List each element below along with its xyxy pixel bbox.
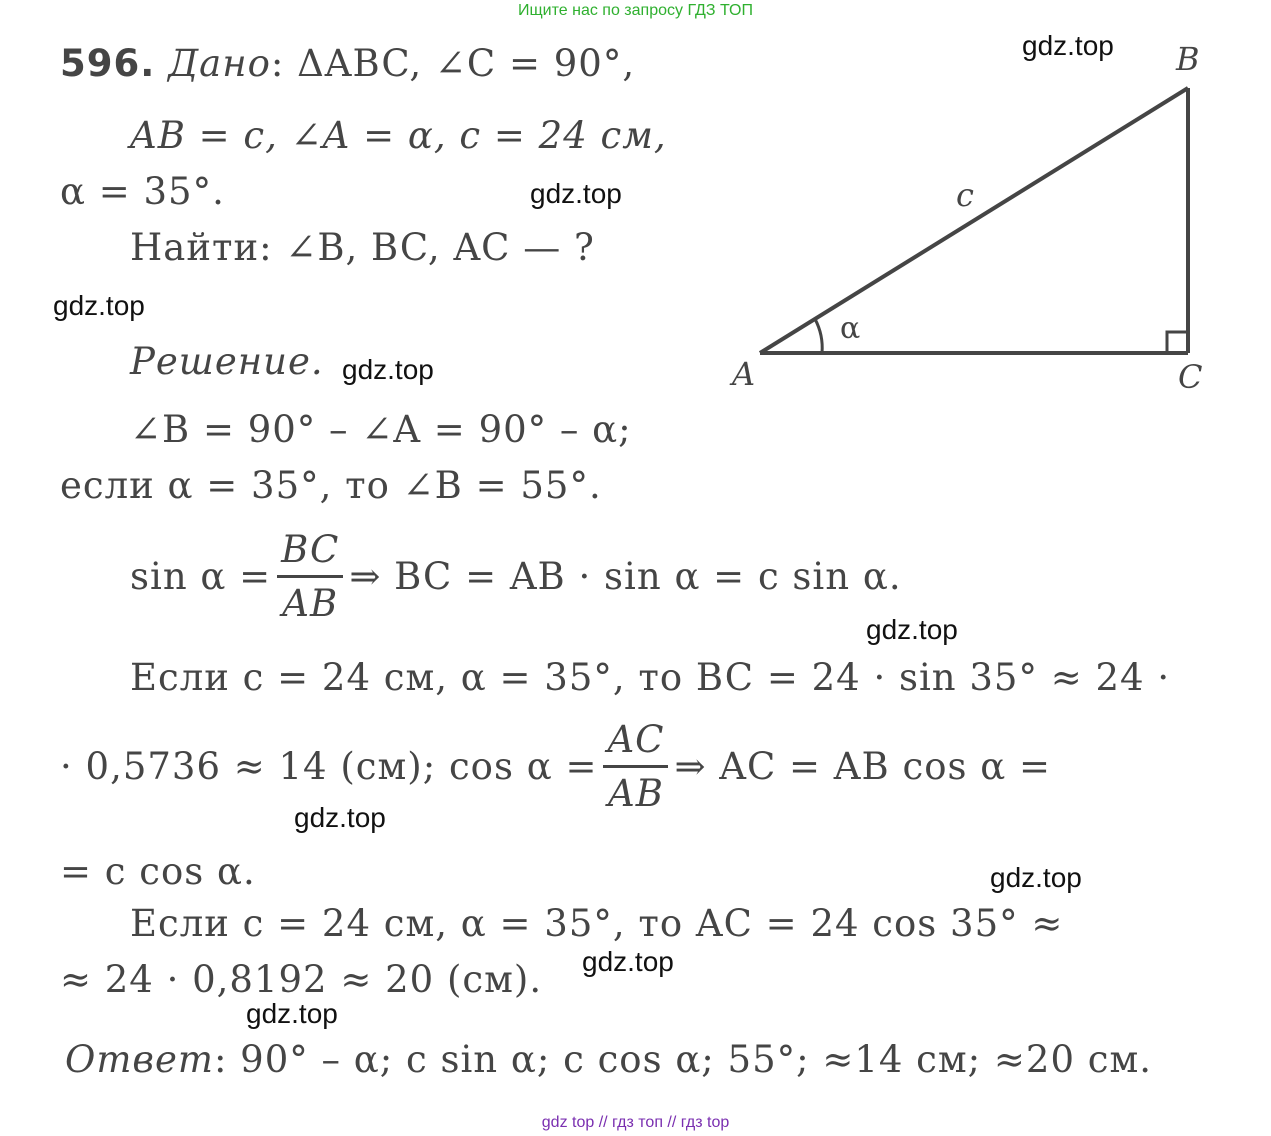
triangle-figure	[720, 30, 1240, 410]
given-line-2: AB = c, ∠A = α, c = 24 см,	[130, 114, 667, 157]
watermark: gdz.top	[246, 998, 338, 1029]
side-ab	[760, 88, 1188, 353]
watermark: gdz.top	[294, 802, 386, 833]
answer-line	[65, 1038, 1152, 1081]
watermark: gdz.top	[342, 354, 434, 385]
bc-calculation: Если c = 24 см, α = 35°, то BC = 24 · sin 35° ≈ 24 ·	[130, 656, 1171, 699]
cos-lhs: · 0,5736 ≈ 14 (см); cos α =	[60, 745, 598, 788]
watermark: gdz.top	[1022, 30, 1114, 61]
vertex-a-label: A	[732, 355, 756, 393]
cos-numerator: AC	[603, 718, 668, 768]
angle-alpha-label: α	[840, 311, 861, 346]
watermark: gdz.top	[53, 290, 145, 321]
ac-calculation: Если c = 24 см, α = 35°, то AC = 24 cos 35° ≈	[130, 902, 1064, 945]
cos-denominator: AB	[608, 772, 664, 815]
ac-result: ≈ 24 · 0,8192 ≈ 20 (см).	[60, 958, 543, 1001]
cos-formula	[60, 718, 1051, 815]
watermark: gdz.top	[582, 946, 674, 977]
answer-text: : 90° – α; c sin α; c cos α; 55°; ≈14 см; ≈20 см.	[213, 1038, 1153, 1081]
given-line-3: α = 35°.	[60, 170, 225, 213]
side-c-label: c	[956, 176, 974, 214]
given-label: Дано	[168, 42, 271, 85]
find-line: Найти: ∠B, BC, AC — ?	[130, 226, 595, 269]
vertex-b-label: B	[1176, 40, 1200, 78]
sin-fraction	[277, 528, 343, 625]
watermark: gdz.top	[866, 614, 958, 645]
cos-continuation: = c cos α.	[60, 850, 256, 893]
angle-b-formula: ∠B = 90° – ∠A = 90° – α;	[130, 408, 632, 451]
given-line-1	[60, 42, 635, 85]
cos-rhs: ⇒ AC = AB cos α =	[674, 745, 1051, 788]
solution-label: Решение.	[130, 340, 324, 383]
top-banner: Ищите нас по запросу ГДЗ ТОП	[518, 2, 753, 19]
watermark: gdz.top	[990, 862, 1082, 893]
sin-formula	[130, 528, 902, 625]
sin-denominator: AB	[282, 582, 339, 625]
given-text-1: : ΔABC, ∠C = 90°,	[270, 42, 636, 85]
sin-lhs: sin α =	[130, 555, 272, 598]
right-angle-marker	[1167, 332, 1188, 353]
cos-fraction	[603, 718, 668, 815]
sin-numerator: BC	[277, 528, 343, 578]
answer-label: Ответ	[65, 1038, 214, 1081]
angle-b-value: если α = 35°, то ∠B = 55°.	[60, 464, 602, 507]
vertex-c-label: C	[1178, 358, 1203, 396]
footer-links: gdz top // гдз топ // гдз top	[541, 1114, 730, 1131]
watermark: gdz.top	[530, 178, 622, 209]
angle-a-arc	[815, 319, 822, 353]
problem-number: 596.	[60, 42, 156, 85]
sin-rhs: ⇒ BC = AB · sin α = c sin α.	[349, 555, 902, 598]
